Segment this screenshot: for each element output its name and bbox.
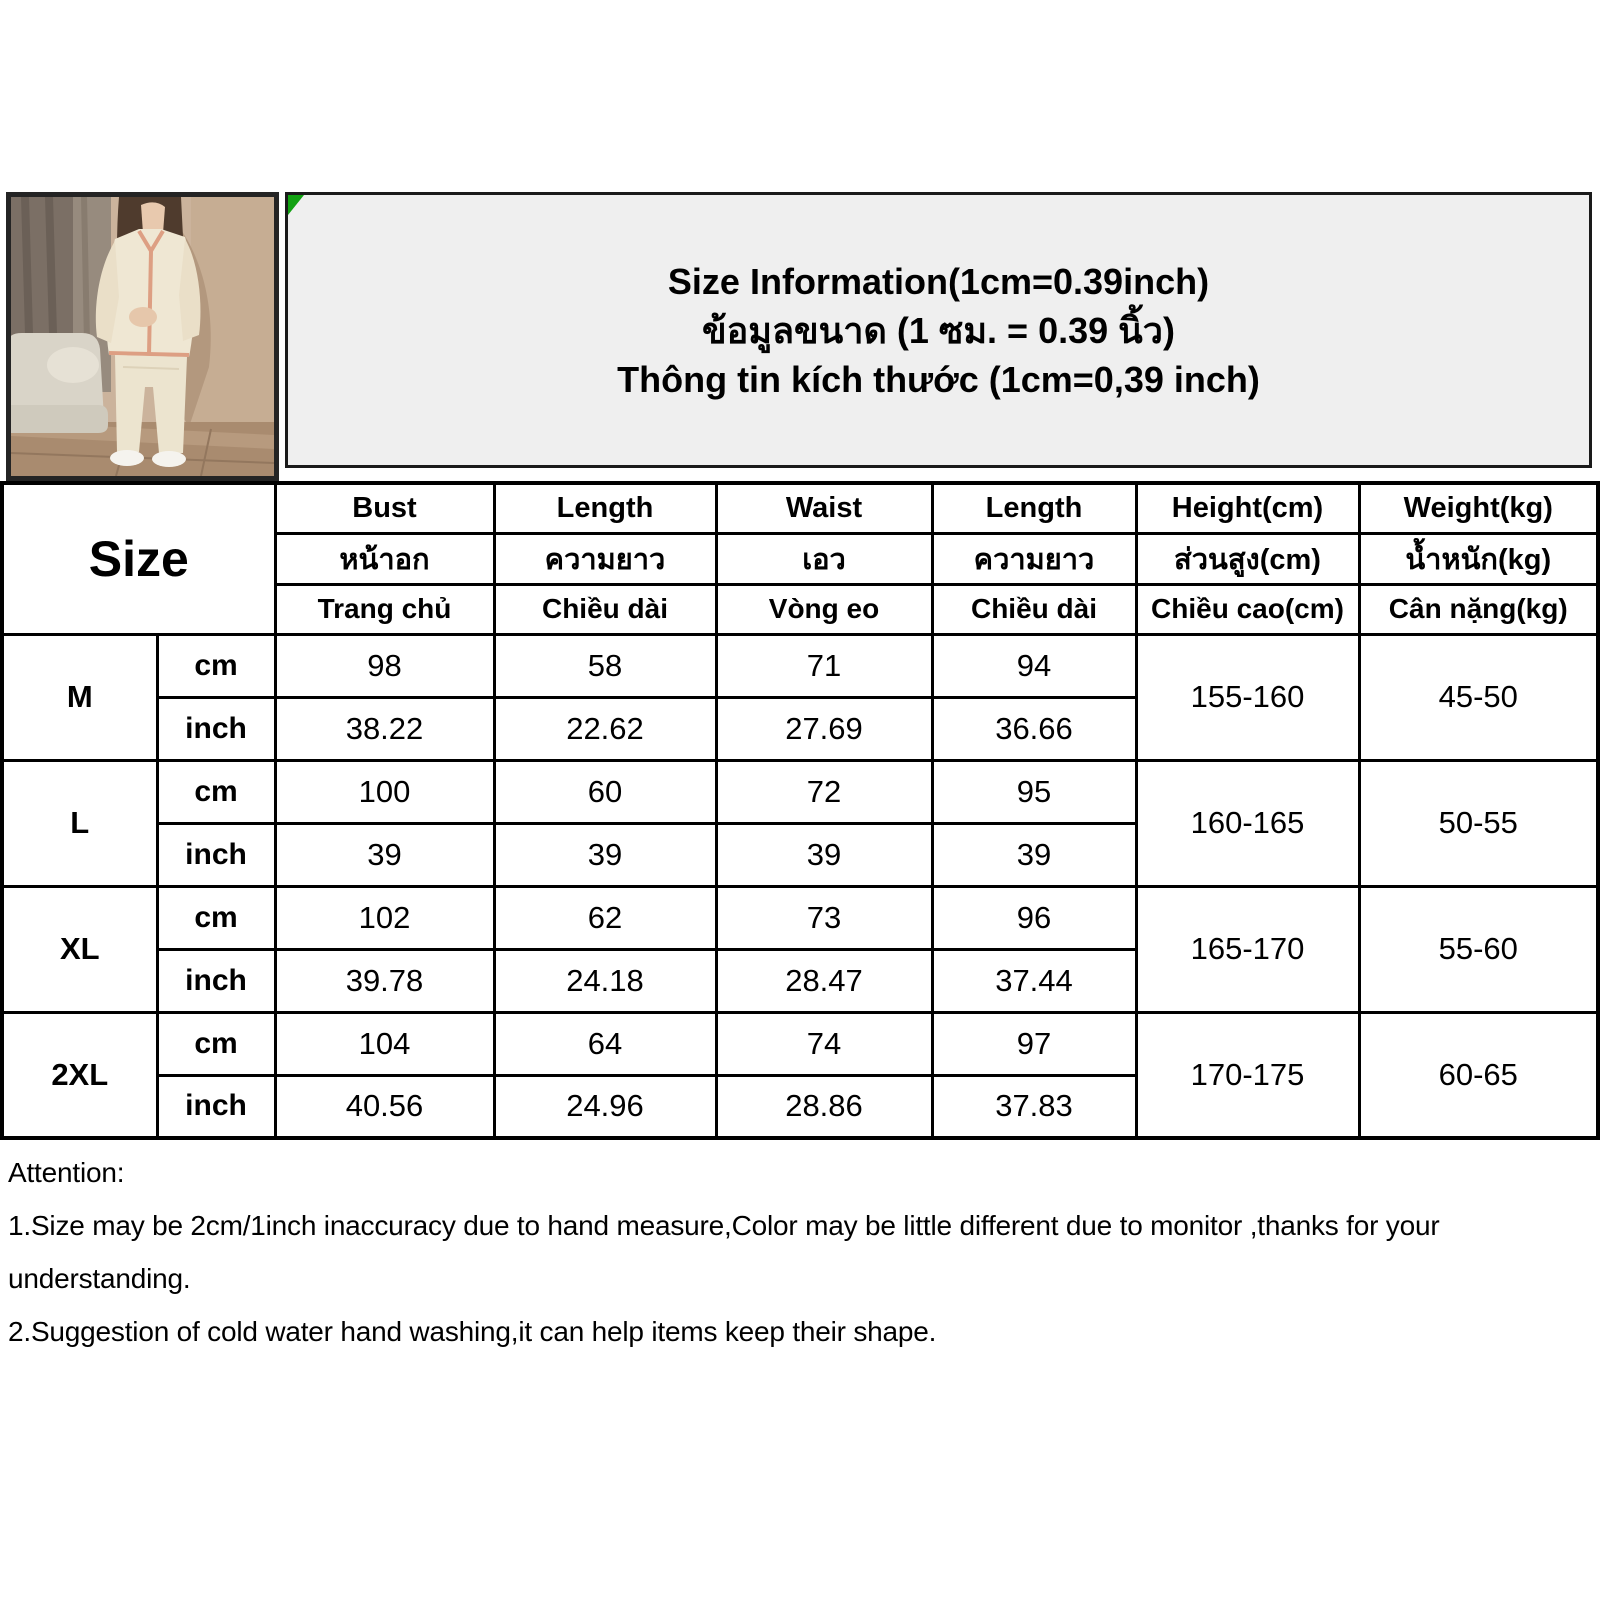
hands — [129, 307, 157, 327]
value-cell: 39 — [494, 823, 716, 886]
height-range-cell: 160-165 — [1136, 760, 1359, 886]
value-cell: 95 — [932, 760, 1136, 823]
header-length-th: ความยาว — [494, 533, 716, 584]
weight-range-cell: 60-65 — [1359, 1012, 1598, 1138]
header-length2-th: ความยาว — [932, 533, 1136, 584]
value-cell: 71 — [716, 634, 932, 697]
value-cell: 38.22 — [275, 697, 494, 760]
table-row-xl-cm — [2, 886, 1598, 949]
unit-label-cm: cm — [157, 760, 275, 823]
value-cell: 27.69 — [716, 697, 932, 760]
header-waist-en: Waist — [716, 483, 932, 533]
height-range-cell: 170-175 — [1136, 1012, 1359, 1138]
value-cell: 58 — [494, 634, 716, 697]
product-photo — [6, 192, 279, 481]
weight-range-cell: 50-55 — [1359, 760, 1598, 886]
slipper-right — [152, 451, 186, 467]
value-cell: 37.83 — [932, 1075, 1136, 1138]
header-weight-th: น้ำหนัก(kg) — [1359, 533, 1598, 584]
header-length-vi: Chiều dài — [494, 584, 716, 634]
value-cell: 73 — [716, 886, 932, 949]
slipper-left — [110, 450, 144, 466]
value-cell: 24.18 — [494, 949, 716, 1012]
header-weight-en: Weight(kg) — [1359, 483, 1598, 533]
weight-range-cell: 55-60 — [1359, 886, 1598, 1012]
pajama-photo-illustration — [11, 197, 274, 476]
attention-title: Attention: — [8, 1157, 125, 1188]
value-cell: 60 — [494, 760, 716, 823]
header-weight-vi: Cân nặng(kg) — [1359, 584, 1598, 634]
value-cell: 72 — [716, 760, 932, 823]
value-cell: 39 — [275, 823, 494, 886]
value-cell: 100 — [275, 760, 494, 823]
header-row-english — [2, 483, 1598, 533]
size-header-cell: Size — [2, 483, 275, 634]
header-waist-th: เอว — [716, 533, 932, 584]
title-english: Size Information(1cm=0.39inch) — [667, 260, 1210, 302]
attention-note-2: 2.Suggestion of cold water hand washing,it can help items keep their shape. — [8, 1316, 937, 1347]
value-cell: 39.78 — [275, 949, 494, 1012]
header-length2-en: Length — [932, 483, 1136, 533]
size-info-header — [285, 192, 1592, 468]
table-row-m-cm — [2, 634, 1598, 697]
value-cell: 98 — [275, 634, 494, 697]
value-cell: 37.44 — [932, 949, 1136, 1012]
size-label-2xl: 2XL — [2, 1012, 157, 1138]
height-range-cell: 165-170 — [1136, 886, 1359, 1012]
size-label-m: M — [2, 634, 157, 760]
value-cell: 102 — [275, 886, 494, 949]
header-length-en: Length — [494, 483, 716, 533]
header-height-th: ส่วนสูง(cm) — [1136, 533, 1359, 584]
unit-label-cm: cm — [157, 886, 275, 949]
title-thai: ข้อมูลขนาด (1 ซม. = 0.39 นิ้ว) — [702, 309, 1175, 351]
weight-range-cell: 45-50 — [1359, 634, 1598, 760]
table-row-l-cm — [2, 760, 1598, 823]
title-vietnamese: Thông tin kích thước (1cm=0,39 inch) — [617, 358, 1260, 400]
value-cell: 22.62 — [494, 697, 716, 760]
value-cell: 64 — [494, 1012, 716, 1075]
value-cell: 36.66 — [932, 697, 1136, 760]
unit-label-cm: cm — [157, 1012, 275, 1075]
value-cell: 97 — [932, 1012, 1136, 1075]
value-cell: 24.96 — [494, 1075, 716, 1138]
height-range-cell: 155-160 — [1136, 634, 1359, 760]
green-corner-marker — [288, 195, 304, 215]
size-label-xl: XL — [2, 886, 157, 1012]
table-row-2xl-cm — [2, 1012, 1598, 1075]
value-cell: 39 — [932, 823, 1136, 886]
header-length2-vi: Chiều dài — [932, 584, 1136, 634]
unit-label-inch: inch — [157, 823, 275, 886]
unit-label-inch: inch — [157, 1075, 275, 1138]
value-cell: 104 — [275, 1012, 494, 1075]
unit-label-inch: inch — [157, 697, 275, 760]
value-cell: 62 — [494, 886, 716, 949]
value-cell: 96 — [932, 886, 1136, 949]
attention-notes — [8, 1146, 1593, 1358]
header-waist-vi: Vòng eo — [716, 584, 932, 634]
header-bust-th: หน้าอก — [275, 533, 494, 584]
header-height-en: Height(cm) — [1136, 483, 1359, 533]
unit-label-cm: cm — [157, 634, 275, 697]
size-table — [0, 481, 1600, 1140]
size-label-l: L — [2, 760, 157, 886]
header-height-vi: Chiều cao(cm) — [1136, 584, 1359, 634]
value-cell: 39 — [716, 823, 932, 886]
header-bust-vi: Trang chủ — [275, 584, 494, 634]
value-cell: 28.47 — [716, 949, 932, 1012]
unit-label-inch: inch — [157, 949, 275, 1012]
pillow — [47, 347, 99, 383]
attention-note-1: 1.Size may be 2cm/1inch inaccuracy due to hand measure,Color may be little different due to monitor ,thanks for your understanding. — [8, 1210, 1440, 1294]
value-cell: 28.86 — [716, 1075, 932, 1138]
value-cell: 74 — [716, 1012, 932, 1075]
header-bust-en: Bust — [275, 483, 494, 533]
value-cell: 94 — [932, 634, 1136, 697]
value-cell: 40.56 — [275, 1075, 494, 1138]
